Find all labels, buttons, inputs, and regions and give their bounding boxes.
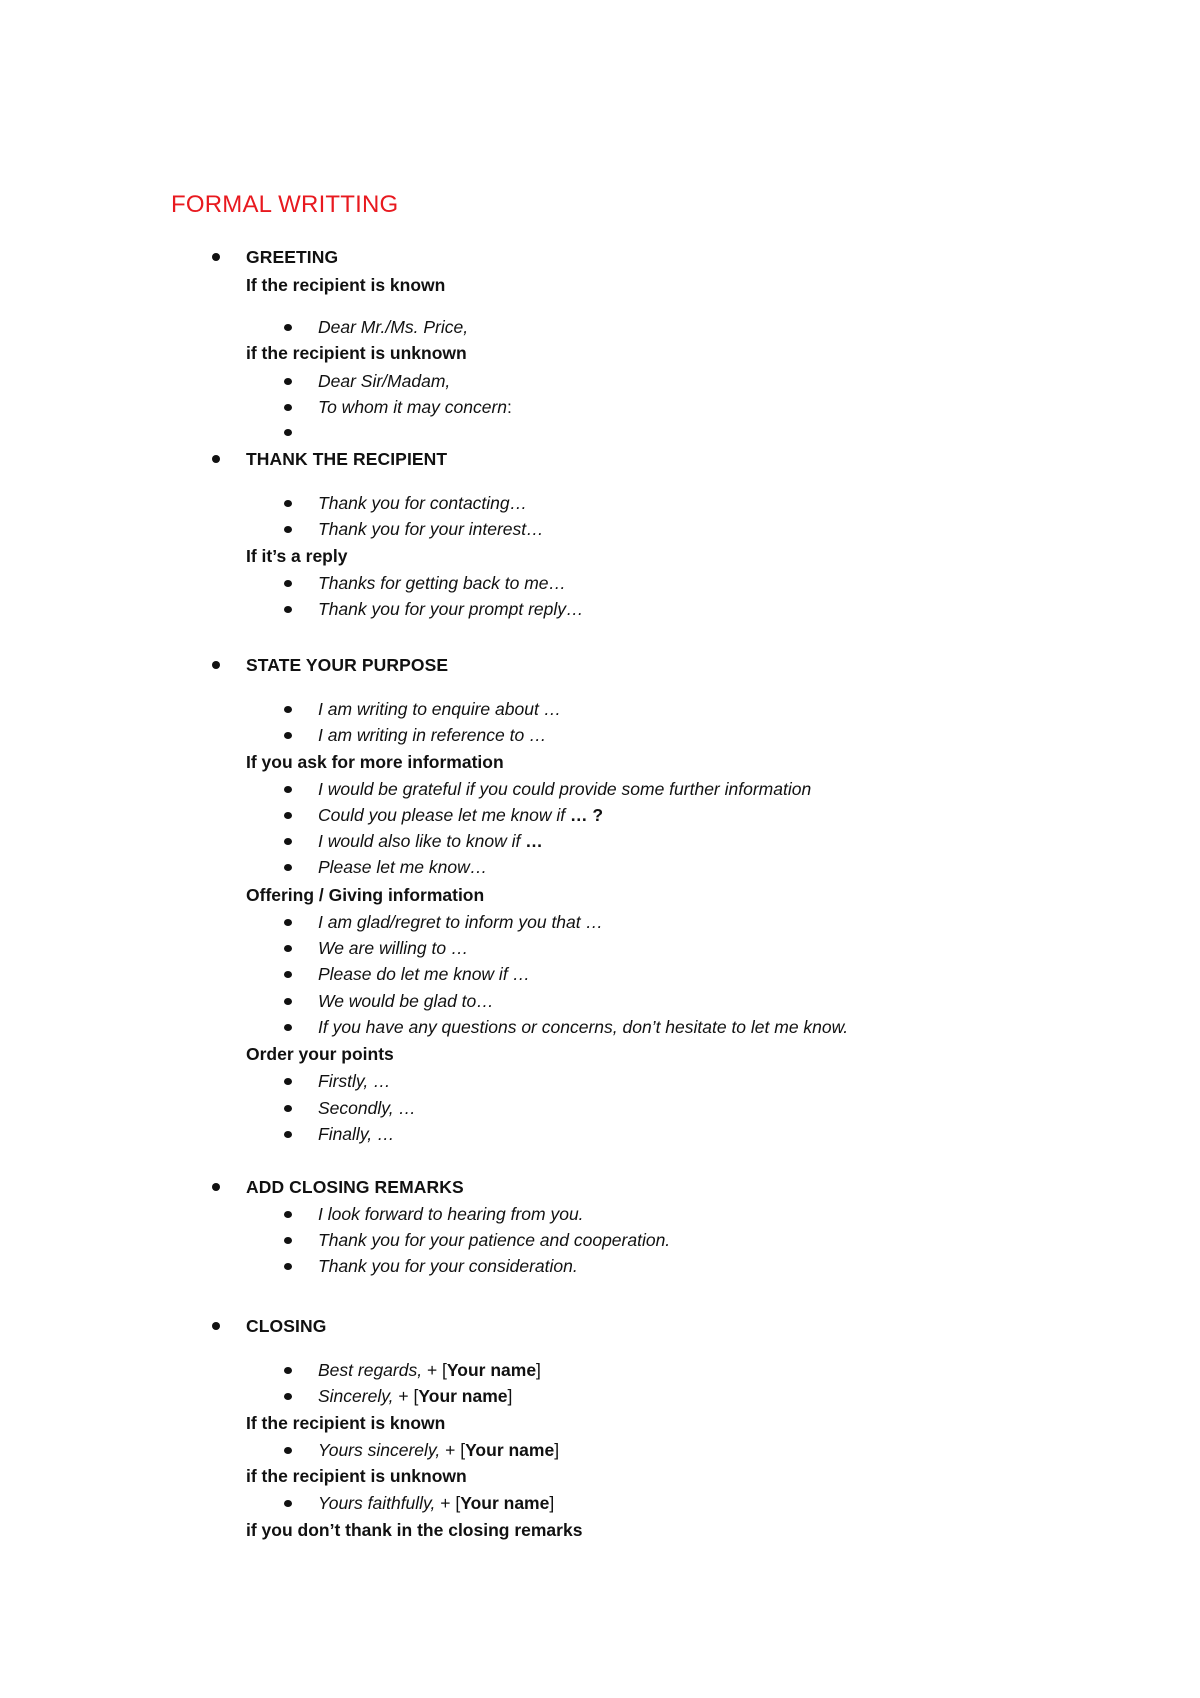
list-item: Secondly, … <box>318 1098 416 1118</box>
list-item: Thank you for your prompt reply… <box>318 599 584 619</box>
section-heading-greeting: GREETING <box>246 247 339 267</box>
bullet-dot <box>284 864 292 871</box>
bullet-dot <box>284 838 292 845</box>
bullet-dot <box>284 1237 292 1244</box>
bullet-dot <box>284 1263 292 1270</box>
bullet-dot <box>212 661 220 669</box>
subheading-order-points: Order your points <box>246 1044 394 1064</box>
list-item: If you have any questions or concerns, don’t hesitate to let me know. <box>318 1017 849 1037</box>
bullet-dot <box>284 812 292 819</box>
list-item: Thank you for your interest… <box>318 519 544 539</box>
bullet-dot <box>284 706 292 713</box>
bullet-dot <box>284 1105 292 1112</box>
bullet-dot <box>284 324 292 331</box>
bullet-dot <box>284 998 292 1005</box>
section-heading-closing-remarks: ADD CLOSING REMARKS <box>246 1177 464 1197</box>
list-item: We would be glad to… <box>318 991 494 1011</box>
subheading-offering-info: Offering / Giving information <box>246 885 485 905</box>
bullet-dot <box>212 253 220 261</box>
list-item: I am writing in reference to … <box>318 725 547 745</box>
bullet-dot <box>212 1322 220 1330</box>
list-item: Dear Mr./Ms. Price, <box>318 317 469 337</box>
page-title: FORMAL WRITTING <box>171 191 399 218</box>
bullet-dot <box>284 1131 292 1138</box>
subheading-recipient-known: If the recipient is known <box>246 275 446 295</box>
list-item: We are willing to … <box>318 938 469 958</box>
list-item: Please do let me know if … <box>318 964 531 984</box>
section-heading-closing: CLOSING <box>246 1316 327 1336</box>
list-item: Please let me know… <box>318 857 488 877</box>
section-heading-thank: THANK THE RECIPIENT <box>246 449 448 469</box>
bullet-dot <box>284 919 292 926</box>
bullet-dot <box>284 971 292 978</box>
bullet-dot <box>212 455 220 463</box>
bullet-dot <box>284 732 292 739</box>
bullet-dot <box>284 606 292 613</box>
subheading-recipient-known: If the recipient is known <box>246 1413 446 1433</box>
list-item: Firstly, … <box>318 1071 391 1091</box>
bullet-dot <box>284 1447 292 1454</box>
bullet-dot <box>284 1078 292 1085</box>
bullet-dot <box>284 1500 292 1507</box>
bullet-dot <box>284 945 292 952</box>
list-item: Thank you for your consideration. <box>318 1256 578 1276</box>
bullet-dot <box>284 1211 292 1218</box>
list-item: Yours sincerely, + [Your name] <box>318 1440 560 1460</box>
bullet-dot <box>284 526 292 533</box>
list-item: Thanks for getting back to me… <box>318 573 567 593</box>
bullet-dot <box>284 580 292 587</box>
subheading-no-thank: if you don’t thank in the closing remarks <box>246 1520 583 1540</box>
section-heading-purpose: STATE YOUR PURPOSE <box>246 655 449 675</box>
bullet-dot <box>284 1024 292 1031</box>
list-item: I am glad/regret to inform you that … <box>318 912 603 932</box>
list-item: To whom it may concern: <box>318 397 512 417</box>
list-item: I would also like to know if … <box>318 831 543 851</box>
bullet-dot <box>284 500 292 507</box>
subheading-recipient-unknown: if the recipient is unknown <box>246 1466 467 1486</box>
bullet-dot <box>284 429 292 436</box>
list-item: Finally, … <box>318 1124 395 1144</box>
list-item: Sincerely, + [Your name] <box>318 1386 513 1406</box>
list-item: I look forward to hearing from you. <box>318 1204 584 1224</box>
subheading-ask-info: If you ask for more information <box>246 752 504 772</box>
bullet-dot <box>212 1183 220 1191</box>
list-item: I would be grateful if you could provide some further information <box>318 779 812 799</box>
bullet-dot <box>284 786 292 793</box>
bullet-dot <box>284 1367 292 1374</box>
bullet-dot <box>284 404 292 411</box>
list-item: Thank you for your patience and cooperation. <box>318 1230 671 1250</box>
list-item: Could you please let me know if … ? <box>318 805 604 825</box>
bullet-dot <box>284 1393 292 1400</box>
list-item: Dear Sir/Madam, <box>318 371 451 391</box>
subheading-recipient-unknown: if the recipient is unknown <box>246 343 467 363</box>
subheading-reply: If it’s a reply <box>246 546 348 566</box>
bullet-dot <box>284 378 292 385</box>
list-item: Yours faithfully, + [Your name] <box>318 1493 555 1513</box>
list-item: I am writing to enquire about … <box>318 699 562 719</box>
list-item: Thank you for contacting… <box>318 493 528 513</box>
list-item: Best regards, + [Your name] <box>318 1360 541 1380</box>
